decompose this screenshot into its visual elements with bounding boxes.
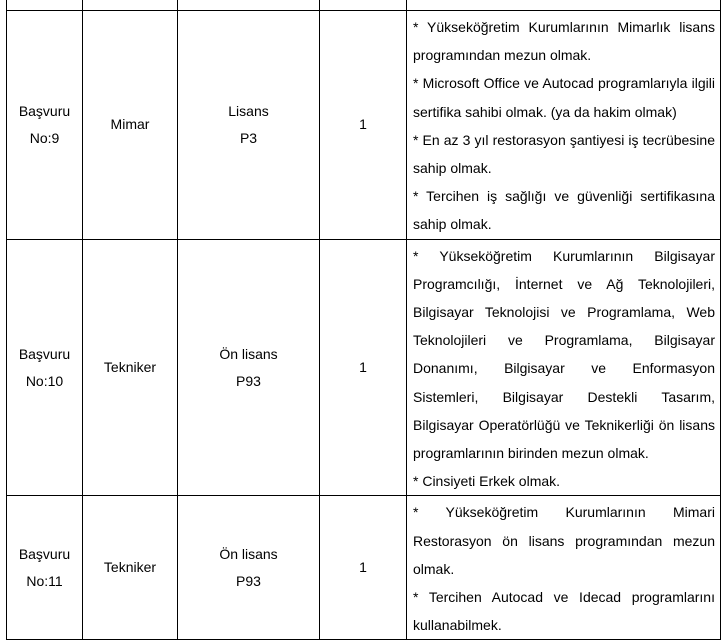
requirements-cell: [407, 496, 721, 640]
job-requirements-table: [6, 0, 721, 640]
application-number-cell: [7, 239, 83, 496]
application-number: No:10: [25, 372, 64, 389]
table-row: [7, 239, 721, 496]
education-code: P93: [236, 372, 261, 389]
requirement-item: * Yükseköğretim Kurumlarının Mimarlık lisans programından mezun olmak.: [413, 19, 715, 64]
education-cell: [178, 496, 320, 640]
application-label: Başvuru: [18, 545, 71, 562]
education-code: P3: [239, 129, 258, 146]
requirement-item: * Yükseköğretim Kurumlarının Bilgisayar Programcılığı, İnternet ve Ağ Teknolojileri, Bilgisayar Teknolojisi ve Programlama, Web Teknolojileri ve Programlama, Bilgisayar Donanımı, Bilgisayar ve Enformasyon Sistemleri, Bilgisayar Destekli Tasarım, Bilgisayar Operatörlüğü ve Teknikerliği ön lisans programlarının birinden mezun olmak.: [413, 247, 715, 462]
table-row: [7, 496, 721, 640]
table-row: [7, 11, 721, 240]
application-label: Başvuru: [18, 102, 71, 119]
requirements-cell: [407, 239, 721, 496]
requirement-item: * Microsoft Office ve Autocad programlarıyla ilgili sertifika sahibi olmak. (ya da hakim olmak): [413, 75, 715, 120]
requirement-item: * Cinsiyeti Erkek olmak.: [413, 473, 561, 490]
count-cell: 1: [320, 11, 407, 240]
count-cell: 1: [320, 239, 407, 496]
count-cell: 1: [320, 496, 407, 640]
education-cell: [178, 11, 320, 240]
education-code: P93: [236, 572, 261, 589]
application-number-cell: [7, 11, 83, 240]
application-number-cell: [7, 496, 83, 640]
application-label: Başvuru: [18, 345, 71, 362]
requirement-item: * Tercihen iş sağlığı ve güvenliği sertifikasına sahip olmak.: [413, 188, 715, 233]
position-cell: Tekniker: [83, 496, 178, 640]
education-level: Ön lisans: [219, 545, 278, 562]
position-cell: Mimar: [83, 11, 178, 240]
application-number: No:9: [29, 129, 60, 146]
education-cell: [178, 239, 320, 496]
requirement-item: * En az 3 yıl restorasyon şantiyesi iş tecrübesine sahip olmak.: [413, 131, 715, 177]
requirement-item: * Yükseköğretim Kurumlarının Mimari Restorasyon ön lisans programından mezun olmak.: [413, 504, 715, 577]
table-row-partial: [7, 0, 721, 11]
education-level: Ön lisans: [219, 345, 278, 362]
education-level: Lisans: [228, 102, 269, 119]
application-number: No:11: [26, 572, 63, 589]
requirement-item: * Tercihen Autocad ve Idecad programlarını kullanabilmek.: [413, 589, 715, 634]
position-cell: Tekniker: [83, 239, 178, 496]
requirements-cell: [407, 11, 721, 240]
